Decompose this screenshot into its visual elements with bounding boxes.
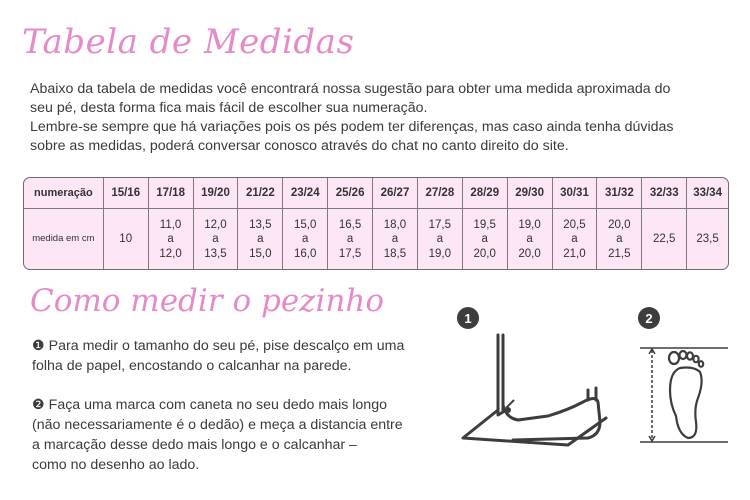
size-header: 21/22 (238, 178, 282, 209)
size-column (507, 178, 552, 269)
row-label-medida: medida em cm (32, 233, 95, 245)
step-1-badge: 1 (457, 307, 479, 329)
table-label-column (24, 178, 103, 269)
measure-value: 19,0 (428, 247, 452, 260)
size-measure (238, 209, 282, 269)
measure-value: 12,0 (159, 247, 182, 260)
measure-value: 21,0 (563, 247, 586, 260)
measure-value: 19,0 (518, 218, 541, 231)
howto-title: Como medir o pezinho (30, 283, 385, 319)
size-measure (149, 209, 193, 269)
mark-icon (505, 407, 511, 413)
page-title: Tabela de Medidas (22, 22, 355, 62)
size-measure (418, 209, 462, 269)
size-measure (642, 209, 686, 269)
range-separator: a (167, 233, 174, 246)
size-header: 26/27 (373, 178, 417, 209)
size-header: 31/32 (597, 178, 641, 209)
range-separator: a (436, 233, 444, 246)
size-header: 32/33 (642, 178, 686, 209)
measure-value: 16,0 (294, 247, 317, 260)
measure-value: 20,0 (518, 247, 541, 260)
measure-value: 17,5 (428, 218, 452, 231)
range-separator: a (526, 233, 533, 246)
measure-value: 10 (119, 233, 133, 246)
size-header: 33/34 (687, 178, 728, 209)
step-line: ❶ Para medir o tamanho do seu pé, pise descalço em uma (32, 338, 405, 354)
measure-value: 23,5 (696, 233, 719, 246)
size-column (282, 178, 327, 269)
measure-value: 17,5 (338, 247, 362, 260)
measure-value: 13,5 (249, 218, 272, 231)
size-measure (687, 209, 728, 269)
step-1-text (32, 336, 442, 376)
measure-value: 12,0 (204, 218, 227, 231)
size-column (148, 178, 193, 269)
measure-value: 20,0 (473, 247, 496, 260)
range-separator: a (481, 233, 488, 246)
range-separator: a (212, 233, 219, 246)
size-column (462, 178, 507, 269)
row-header-numeracao: numeração (24, 178, 103, 209)
size-column (372, 178, 417, 269)
measure-value: 20,5 (563, 218, 586, 231)
size-column (417, 178, 462, 269)
intro-text (30, 80, 730, 156)
size-table (23, 177, 729, 270)
range-separator: a (391, 233, 399, 246)
measure-value: 15,0 (294, 218, 317, 231)
size-header: 15/16 (104, 178, 148, 209)
size-measure (508, 209, 552, 269)
intro-line: seu pé, desta forma fica mais fácil de escolher sua numeração. (30, 100, 428, 116)
size-column (237, 178, 282, 269)
step-2-badge: 2 (638, 307, 660, 329)
size-column (641, 178, 686, 269)
size-column (596, 178, 641, 269)
step-line: folha de papel, encostando o calcanhar na parede. (32, 358, 352, 374)
size-measure (463, 209, 507, 269)
step-line: como no desenho ao lado. (32, 457, 200, 473)
step-line: a marcação desse dedo mais longo e o calcanhar – (32, 437, 357, 453)
range-separator: a (301, 233, 309, 246)
foot-on-paper-icon (458, 330, 618, 455)
range-separator: a (257, 233, 264, 246)
measure-value: 15,0 (249, 247, 272, 260)
step-line: ❷ Faça uma marca com caneta no seu dedo mais longo (32, 397, 387, 413)
measure-value: 22,5 (653, 233, 676, 246)
size-header: 25/26 (328, 178, 372, 209)
step-line: (não necessariamente é o dedão) e meça a distancia entre (32, 417, 403, 433)
size-measure (373, 209, 417, 269)
size-column (103, 178, 148, 269)
size-header: 29/30 (508, 178, 552, 209)
size-header: 23/24 (283, 178, 327, 209)
measure-value: 13,5 (204, 247, 227, 260)
size-measure (597, 209, 641, 269)
size-header: 19/20 (194, 178, 238, 209)
size-column (193, 178, 238, 269)
range-separator: a (346, 233, 354, 246)
intro-line: sobre as medidas, poderá conversar conosco através do chat no canto direito do site. (30, 138, 569, 154)
measure-value: 19,5 (473, 218, 496, 231)
size-measure (194, 209, 238, 269)
step-2-text (32, 395, 442, 475)
size-header: 28/29 (463, 178, 507, 209)
size-measure (283, 209, 327, 269)
footprint-measure-icon (632, 342, 732, 448)
size-header: 30/31 (553, 178, 597, 209)
size-column (327, 178, 372, 269)
size-measure (553, 209, 597, 269)
size-measure (104, 209, 148, 269)
range-separator: a (571, 233, 578, 246)
measure-value: 18,0 (383, 218, 407, 231)
measure-value: 18,5 (383, 247, 407, 260)
measure-value: 16,5 (338, 218, 362, 231)
size-column (552, 178, 597, 269)
size-column (686, 178, 728, 269)
intro-line: Lembre-se sempre que há variações pois os pés podem ter diferenças, mas caso ainda tenha dúvidas (30, 119, 674, 135)
measure-value: 11,0 (159, 218, 182, 231)
measure-value: 20,0 (608, 218, 631, 231)
size-header: 27/28 (418, 178, 462, 209)
intro-line: Abaixo da tabela de medidas você encontrará nossa sugestão para obter uma medida aproximada do (30, 81, 671, 97)
size-header: 17/18 (149, 178, 193, 209)
size-measure (328, 209, 372, 269)
range-separator: a (616, 233, 623, 246)
measure-value: 21,5 (608, 247, 631, 260)
